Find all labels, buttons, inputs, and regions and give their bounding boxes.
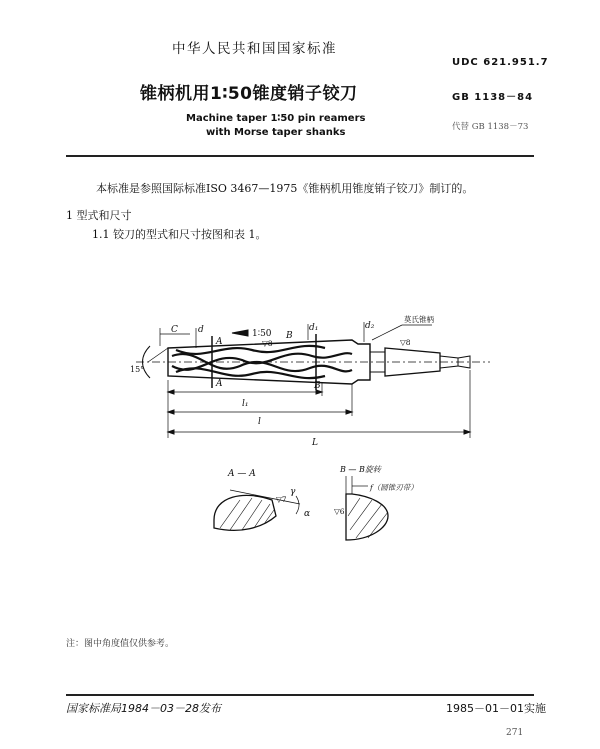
label-roughness-4: ▽6 <box>334 507 345 516</box>
replaces-standard: 代替 GB 1138－73 <box>452 122 529 132</box>
label-roughness-3: ▽7 <box>276 495 287 504</box>
page-title: 锥柄机用1∶50锥度销子铰刀 <box>140 84 358 104</box>
section-bb-hatch <box>348 498 388 538</box>
label-alpha: α <box>304 509 311 519</box>
section-heading-1: 1 型式和尺寸 <box>66 209 132 222</box>
label-d2: d₂ <box>365 321 375 331</box>
label-section-bb: B — B旋转 <box>340 465 381 474</box>
intro-paragraph: 本标准是参照国际标准ISO 3467—1975《锥柄机用锥度销子铰刀》制订的。 <box>96 182 474 195</box>
label-a-top: A <box>216 337 223 347</box>
label-d1: d₁ <box>309 323 319 333</box>
label-taper: 1∶50 <box>252 329 272 339</box>
label-b-bottom: B <box>314 381 321 391</box>
page-number: 271 <box>506 728 524 738</box>
label-gamma: γ <box>290 487 296 497</box>
label-f: f（圆锥刃带） <box>370 483 418 492</box>
issuing-authority: 中华人民共和国国家标准 <box>172 41 337 57</box>
section-aa-hatch <box>220 498 274 530</box>
label-a-bottom: A <box>216 379 223 389</box>
udc-number: UDC 621.951.7 <box>452 57 549 68</box>
label-roughness-2: ▽8 <box>262 339 273 348</box>
label-c: C <box>171 325 178 335</box>
label-morse: 莫氏锥柄 <box>404 315 434 324</box>
standard-number: GB 1138－84 <box>452 92 534 103</box>
label-d: d <box>198 325 204 335</box>
footer-divider <box>66 694 534 696</box>
label-l: l <box>258 417 261 427</box>
issue-date: 国家标准局1984－03－28发布 <box>66 702 221 715</box>
section-1-1: 1.1 铰刀的型式和尺寸按图和表 1。 <box>92 228 267 241</box>
taper-symbol <box>232 330 248 336</box>
section-bb-profile <box>346 494 388 540</box>
label-L: L <box>312 438 318 448</box>
effective-date: 1985－01－01实施 <box>446 702 546 715</box>
label-b-top: B <box>286 331 293 341</box>
label-section-aa: A — A <box>228 469 256 479</box>
label-angle: 15° <box>130 365 145 374</box>
label-l1: l₁ <box>242 399 249 409</box>
figure-note: 注：图中角度值仅供参考。 <box>66 639 175 649</box>
english-title-line1: Machine taper 1∶50 pin reamers <box>186 113 366 124</box>
english-title-line2: with Morse taper shanks <box>206 127 346 138</box>
label-roughness: ▽8 <box>400 338 411 347</box>
